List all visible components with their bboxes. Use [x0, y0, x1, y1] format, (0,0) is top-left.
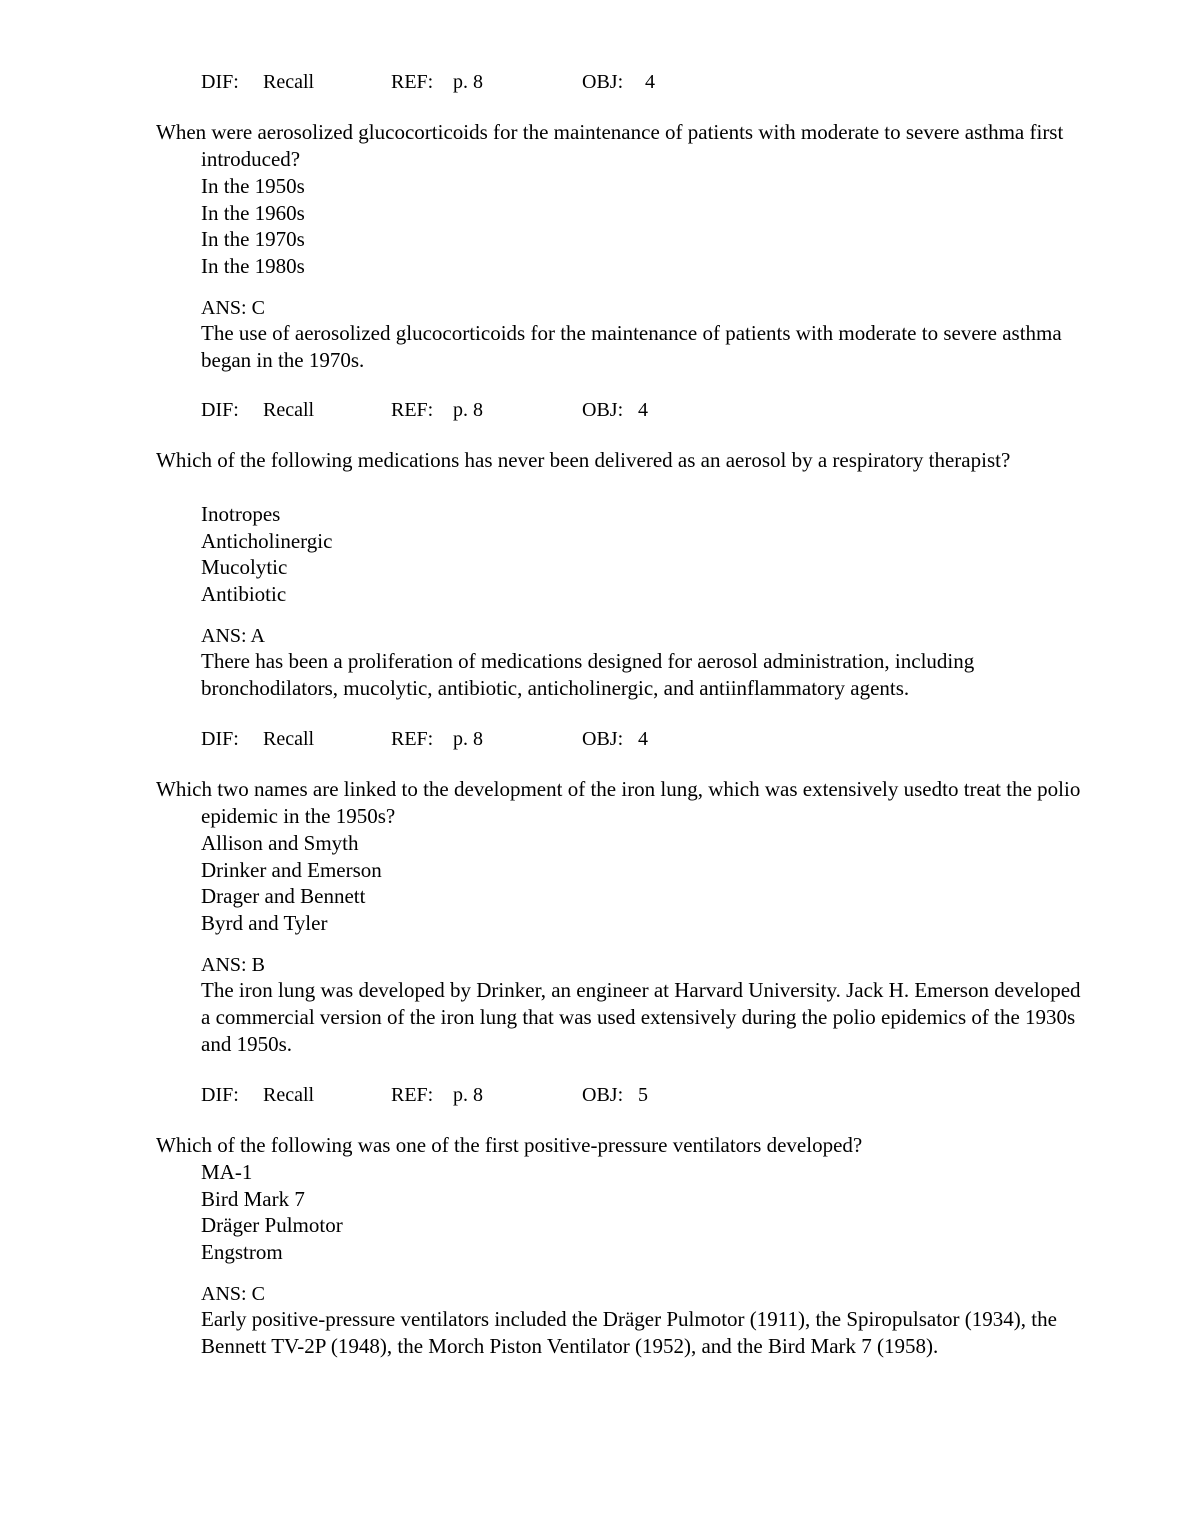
ans-value: C [251, 1283, 265, 1305]
obj-label: OBJ: [582, 399, 624, 421]
meta-row [201, 1082, 801, 1108]
rationale: There has been a proliferation of medications designed for aerosol administration, including bronchodilators, mucolytic, antibiotic, anticholinergic, and antiinflammatory agents. [201, 649, 975, 700]
option-item: Anticholinergic [201, 528, 333, 553]
ref-label: REF: [391, 728, 434, 750]
answer-line [201, 952, 265, 978]
dif-label: DIF: [201, 399, 239, 421]
option-item: Allison and Smyth [201, 831, 359, 855]
obj-label: OBJ: [582, 728, 624, 750]
ref-value: p. 8 [453, 728, 483, 750]
rationale: The iron lung was developed by Drinker, an engineer at Harvard University. Jack H. Emerson developed a commercial version of the iron lung that was used extensively during the polio epidemics of the 1930s and 1950s. [201, 978, 1081, 1056]
ans-label: ANS: [201, 625, 247, 647]
ref-label: REF: [391, 1084, 434, 1106]
meta-row [201, 726, 801, 752]
answer-options [201, 1159, 1081, 1266]
obj-value: 5 [638, 1084, 648, 1106]
rationale: Early positive-pressure ventilators included the Dräger Pulmotor (1911), the Spiropulsator (1934), the Bennett TV-2P (1948), the Morch Piston Ventilator (1952), and the Bird Mark 7 (1958). [201, 1307, 1057, 1358]
option-item: Mucolytic [201, 555, 288, 580]
answer-line [201, 623, 265, 649]
obj-label: OBJ: [582, 71, 624, 93]
ref-value: p. 8 [453, 1084, 483, 1106]
ref-value: p. 8 [453, 399, 483, 421]
rationale: The use of aerosolized glucocorticoids for the maintenance of patients with moderate to severe asthma began in the 1970s. [201, 321, 1062, 372]
option-item: Antibiotic [201, 582, 287, 607]
ans-value: C [251, 297, 265, 319]
ans-label: ANS: [201, 297, 247, 319]
meta-row [201, 397, 801, 423]
answer-line [201, 295, 265, 321]
option-item: Dräger Pulmotor [201, 1213, 343, 1238]
answer-options [201, 501, 1081, 608]
answer-line [201, 1281, 265, 1307]
option-item: In the 1960s [201, 200, 305, 225]
option-item: Bird Mark 7 [201, 1186, 305, 1211]
dif-value: Recall [263, 71, 315, 93]
dif-value: Recall [263, 399, 315, 421]
dif-label: DIF: [201, 71, 239, 93]
question-stem: Which two names are linked to the development of the iron lung, which was extensively usedto treat the polio epidemic in the 1950s? [156, 777, 1081, 828]
dif-label: DIF: [201, 1084, 239, 1106]
option-item: In the 1950s [201, 174, 305, 198]
option-item: MA-1 [201, 1160, 253, 1184]
option-item: Drager and Bennett [201, 884, 366, 909]
dif-label: DIF: [201, 728, 239, 750]
option-item: In the 1980s [201, 254, 305, 279]
ans-label: ANS: [201, 954, 247, 976]
answer-options [201, 173, 1081, 280]
option-item: Engstrom [201, 1240, 283, 1265]
ans-label: ANS: [201, 1283, 247, 1305]
dif-value: Recall [263, 1084, 315, 1106]
obj-label: OBJ: [582, 1084, 624, 1106]
answer-options [201, 830, 1081, 937]
obj-value: 4 [645, 71, 655, 93]
ref-label: REF: [391, 71, 434, 93]
option-item: In the 1970s [201, 227, 305, 252]
option-item: Inotropes [201, 502, 281, 526]
option-item: Drinker and Emerson [201, 857, 382, 882]
question-stem: Which of the following medications has never been delivered as an aerosol by a respiratory therapist? [156, 448, 1011, 472]
obj-value: 4 [638, 399, 648, 421]
ref-value: p. 8 [453, 71, 483, 93]
option-item: Byrd and Tyler [201, 911, 328, 936]
question-stem: When were aerosolized glucocorticoids for the maintenance of patients with moderate to severe asthma first introduced? [156, 120, 1064, 171]
dif-value: Recall [263, 728, 315, 750]
ref-label: REF: [391, 399, 434, 421]
obj-value: 4 [638, 728, 648, 750]
ans-value: A [250, 625, 265, 647]
question-stem: Which of the following was one of the first positive-pressure ventilators developed? [156, 1133, 863, 1157]
ans-value: B [251, 954, 265, 976]
meta-row-top [201, 69, 801, 95]
